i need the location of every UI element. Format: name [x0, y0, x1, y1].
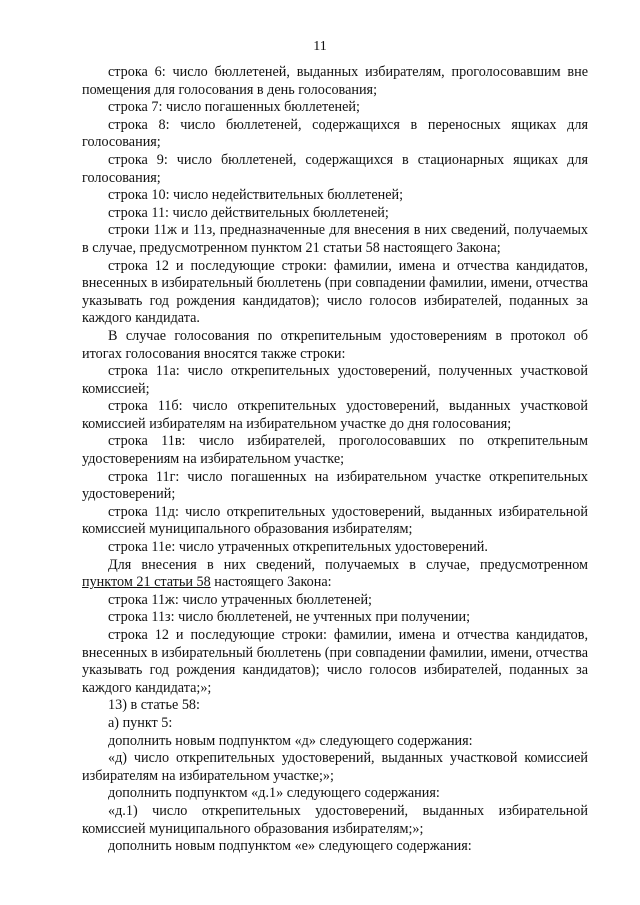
paragraph: строка 10: число недействительных бюллетеней;	[108, 187, 404, 204]
paragraph: строка 9: число бюллетеней, содержащихся в стационарных ящиках для голосования;	[82, 151, 588, 186]
law-reference-link[interactable]: пунктом 21 статьи 58	[82, 574, 211, 591]
paragraph: строка 11г: число погашенных на избирательном участке открепительных удостоверений;	[82, 468, 588, 503]
paragraph: строка 11д: число открепительных удостоверений, выданных избирательной комиссией муниципального образования избирателям;	[82, 503, 588, 538]
page-number: 11	[313, 39, 327, 54]
paragraph: строка 11ж: число утраченных бюллетеней;	[108, 591, 372, 608]
link-paragraph-before: Для внесения в них сведений, получаемых в случае, предусмотренном	[108, 556, 588, 573]
paragraph-with-link	[82, 557, 588, 592]
paragraph: строка 11з: число бюллетеней, не учтенных при получении;	[108, 609, 471, 626]
paragraph: строка 12 и последующие строки: фамилии, имена и отчества кандидатов, внесенных в избирательный бюллетень (при совпадении фамилии, имени, отчества указывать год рождения кандидатов); число голосов избирателей, поданных за каждого кандидата;»;	[82, 627, 588, 696]
paragraph: строка 12 и последующие строки: фамилии, имена и отчества кандидатов, внесенных в избирательный бюллетень (при совпадении фамилии, имени, отчества указывать год рождения кандидатов); число голосов избирателей, поданных за каждого кандидата.	[82, 257, 588, 327]
link-paragraph-after: настоящего Закона:	[210, 574, 332, 591]
paragraph: В случае голосования по открепительным удостоверениям в протокол об итогах голосования вносятся также строки:	[82, 327, 588, 362]
paragraph: строка 11а: число открепительных удостоверений, полученных участковой комиссией;	[82, 363, 588, 397]
paragraph: а) пункт 5:	[108, 714, 173, 731]
paragraph: строка 11: число действительных бюллетеней;	[108, 204, 389, 221]
paragraph: строка 7: число погашенных бюллетеней;	[108, 99, 360, 116]
paragraph: «д.1) число открепительных удостоверений, выданных избирательной комиссией муниципального образования избирателям;»;	[82, 802, 588, 837]
document-body	[82, 64, 588, 856]
paragraph: дополнить новым подпунктом «е» следующего содержания:	[108, 838, 472, 855]
paragraph: строка 11в: число избирателей, проголосовавших по открепительным удостоверениям на избирательном участке;	[82, 433, 588, 468]
paragraph: строка 6: число бюллетеней, выданных избирателям, проголосовавшим вне помещения для голосования в день голосования;	[82, 64, 588, 98]
paragraph: строка 11е: число утраченных открепительных удостоверений.	[108, 539, 488, 556]
paragraph: дополнить новым подпунктом «д» следующего содержания:	[108, 732, 473, 749]
paragraph: дополнить подпунктом «д.1» следующего содержания:	[108, 785, 440, 802]
paragraph: строки 11ж и 11з, предназначенные для внесения в них сведений, получаемых в случае, предусмотренном пунктом 21 статьи 58 настоящего Закона;	[82, 222, 588, 256]
paragraph: строка 8: число бюллетеней, содержащихся в переносных ящиках для голосования;	[82, 116, 588, 151]
paragraph: «д) число открепительных удостоверений, выданных участковой комиссией избирателям на избирательном участке;»;	[82, 750, 588, 784]
paragraph: строка 11б: число открепительных удостоверений, выданных участковой комиссией избирателям на избирательном участке до дня голосования;	[82, 398, 588, 432]
paragraph: 13) в статье 58:	[108, 697, 200, 714]
